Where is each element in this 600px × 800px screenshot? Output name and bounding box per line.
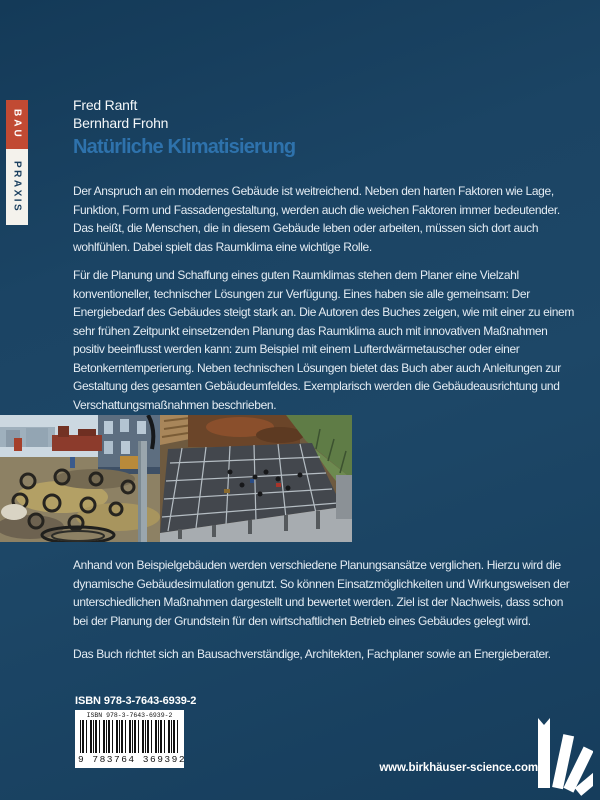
slab-reinforcement-photo	[160, 415, 352, 542]
barcode-digits: 9 783764 369392	[78, 754, 187, 765]
book-title: Natürliche Klimatisierung	[73, 136, 296, 158]
barcode-bars	[80, 720, 179, 753]
author-name: Fred Ranft	[73, 97, 138, 113]
author-name: Bernhard Frohn	[73, 115, 169, 131]
barcode-isbn-text: ISBN 978-3-7643-6939-2	[86, 712, 173, 719]
photo-strip	[0, 415, 352, 542]
construction-site-photo	[0, 415, 160, 542]
isbn-barcode	[75, 710, 187, 768]
blurb-paragraph: Für die Planung und Schaffung eines guten Raumklimas stehen dem Planer eine Vielzahl konventioneller, technischer Lösungen zur Verfügung. Eines haben sie alle gemeinsam: Der Energiebedarf des Gebäudes steigt stark an. Die Autoren des Buches zeigen, wie mit einer zu einem sehr frühen Zeitpunkt einsetzenden Planung das Raumklima auch mit innovativen Maßnahmen positiv beeinflusst werden kann: zum Beispiel mit einem Lufterdwärmetauscher oder einer Betonkerntemperierung. Neben technischen Lösungen bietet das Buch aber auch Anleitungen zur Gestaltung des gesamten Gebäudeumfeldes. Exemplarisch werden die Gebäudeausrichtung und Verschattungsmaßnahmen beschrieben.	[73, 268, 575, 412]
birkhauser-books-logo	[533, 710, 593, 796]
audience-paragraph: Das Buch richtet sich an Bausachverständige, Architekten, Fachplaner sowie an Energieberater.	[73, 647, 551, 661]
series-label-bau: BAU	[6, 100, 28, 149]
authors-block	[73, 96, 168, 132]
publisher-website: www.birkhäuser-science.com	[379, 762, 538, 774]
blurb-paragraph: Anhand von Beispielgebäuden werden verschiedene Planungsansätze verglichen. Hierzu wird die dynamische Gebäudesimulation genutzt. So können Einsatzmöglichkeiten und Wirkungsweisen der unterschiedlichen Maßnahmen dargestellt und bewertet werden. Ziel ist der Nachweis, dass schon bei der Planung der Grundstein für den wirtschaftlichen Betrieb eines Gebäudes gelegt wird.	[73, 558, 570, 628]
isbn-label: ISBN 978-3-7643-6939-2	[75, 695, 197, 707]
blurb-paragraph: Der Anspruch an ein modernes Gebäude ist weitreichend. Neben den harten Faktoren wie Lage, Funktion, Form und Fassadengestaltung, werden auch die weichen Faktoren immer bedeutender. Das heißt, die Menschen, die in diesem Gebäude leben oder arbeiten, müssen sich dort auch wohlfühlen. Dabei spielt das Raumklima eine wichtige Rolle.	[73, 184, 560, 254]
series-label-praxis: PRAXIS	[6, 149, 28, 225]
